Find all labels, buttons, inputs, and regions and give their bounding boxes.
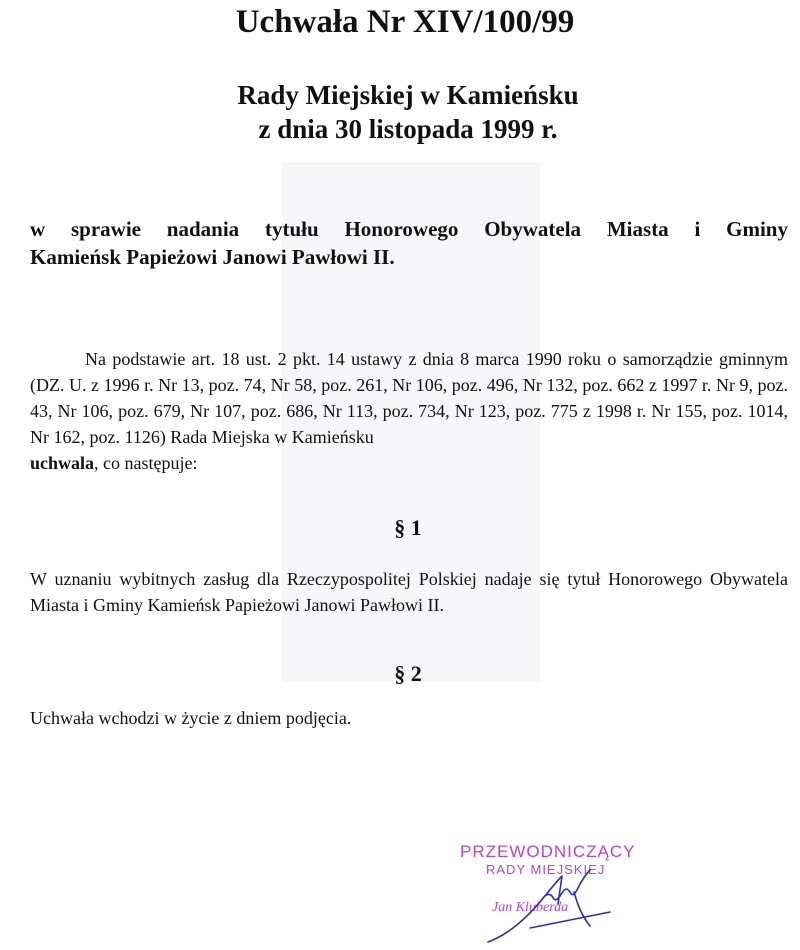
issue-date: z dnia 30 listopada 1999 r.	[258, 114, 558, 144]
legal-basis-paragraph	[30, 346, 788, 476]
stamp-title: PRZEWODNICZĄCY	[460, 842, 636, 861]
chairman-stamp	[440, 838, 670, 950]
stamp-name: Jan Kluberda	[492, 900, 569, 915]
resolution-subject	[30, 215, 788, 271]
section-2-heading: § 2	[394, 661, 422, 686]
stamp-council: RADY MIEJSKIEJ	[486, 862, 606, 877]
issuer-council: Rady Miejskiej w Kamieńsku	[237, 80, 579, 110]
legal-basis-bold: uchwala	[30, 453, 95, 473]
subject-line-2: Kamieńsk Papieżowi Janowi Pawłowi II.	[30, 245, 395, 269]
subject-line-1: w sprawie nadania tytułu Honorowego Obywatela Miasta i Gminy	[30, 217, 788, 241]
legal-basis-text: Na podstawie art. 18 ust. 2 pkt. 14 ustawy z dnia 8 marca 1990 roku o samorządzie gminnym (DZ. U. z 1996 r. Nr 13, poz. 74, Nr 58, poz. 261, Nr 106, poz. 496, Nr 132, poz. 662 z 1997 r. Nr 9, poz. 43, Nr 106, poz. 679, Nr 107, poz. 686, Nr 113, poz. 734, Nr 123, poz. 775 z 1998 r. Nr 155, poz. 1014, Nr 162, poz. 1126) Rada Miejska w Kamieńsku	[30, 349, 788, 447]
section-1-text: W uznaniu wybitnych zasług dla Rzeczypospolitej Polskiej nadaje się tytuł Honorowego Obywatela Miasta i Gminy Kamieńsk Papieżowi Janowi Pawłowi II.	[30, 569, 788, 615]
section-1-heading: § 1	[394, 515, 422, 540]
handwritten-signature	[470, 856, 640, 948]
resolution-title: Uchwała Nr XIV/100/99	[235, 4, 575, 40]
legal-basis-tail: , co następuje:	[94, 453, 198, 473]
section-2-text: Uchwała wchodzi w życie z dniem podjęcia.	[30, 708, 352, 728]
